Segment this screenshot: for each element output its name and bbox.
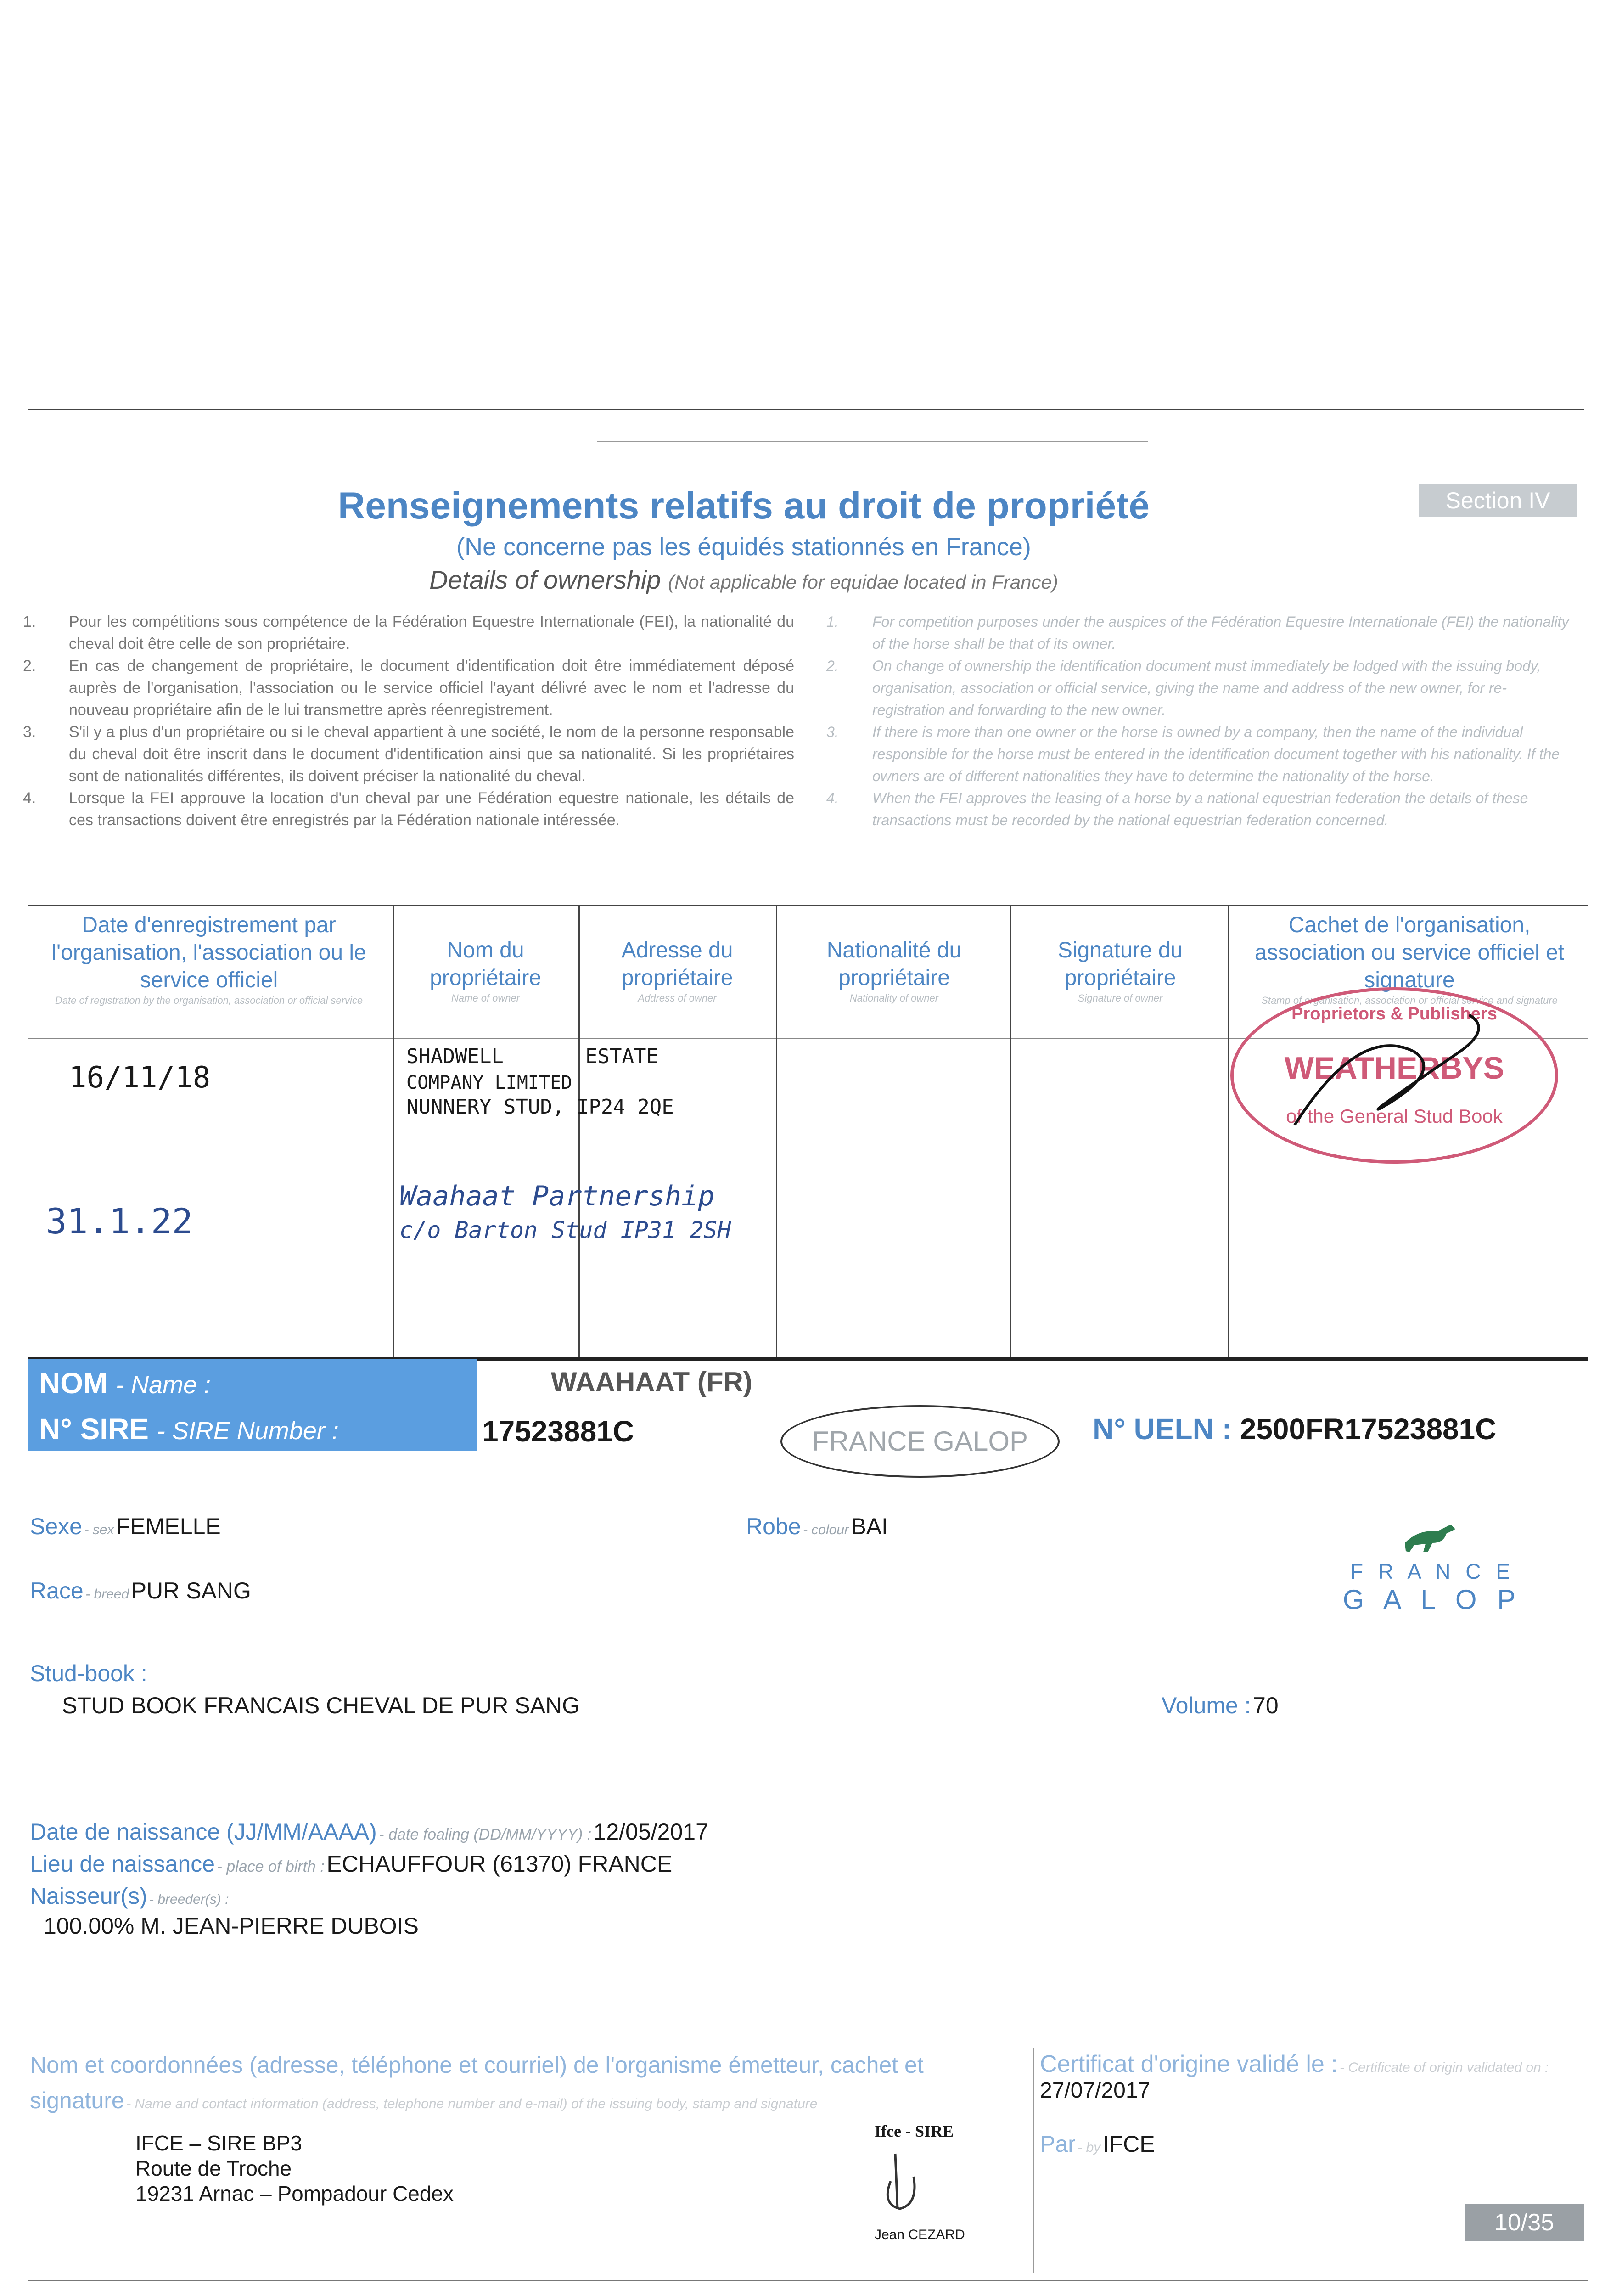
france-galop-stamp: FRANCE GALOP <box>780 1405 1060 1478</box>
row2-address: c/o Barton Stud IP31 2SH <box>399 1217 731 1244</box>
table-col-divider-1 <box>393 905 394 1359</box>
issuer-signature-icon <box>863 2149 946 2223</box>
jockey-horse-icon <box>1400 1515 1465 1557</box>
note-en-2: 2. On change of ownership the identification document must immediately be lodged with the issuing body, organisation, association or official service, giving the name and address of the new owner, for re-registration and forwarding to the new owner. <box>826 658 1541 718</box>
studbook-label: Stud-book : <box>30 1660 147 1686</box>
th-date: Date d'enregistrement par l'organisation, l'association ou le service officiel Date of registration by the organisation, association or official service <box>51 913 366 1006</box>
note-en-3: 3. If there is more than one owner or the horse is owned by a company, then the name of the individual responsible for the horse must be entered in the identification document together with his nationality. If the owners are of different nationalities they have to determine the nationality of the horse. <box>826 724 1560 784</box>
th-stamp: Cachet de l'organisation, association ou service officiel et signature Stamp of organisation, association or official service and signature <box>1254 913 1565 1006</box>
volume-value: 70 <box>1253 1693 1279 1718</box>
nom-value: WAAHAAT (FR) <box>551 1367 752 1397</box>
issuer-signature-name: Jean CEZARD <box>875 2227 965 2242</box>
table-col-divider-5 <box>1228 905 1229 1359</box>
breeder-field: Naisseur(s) - breeder(s) : <box>30 1883 229 1909</box>
subtitle-en-main: Details of ownership <box>429 565 661 594</box>
bottom-rule <box>28 2280 1588 2281</box>
row1-line3: NUNNERY STUD, IP24 2QE <box>406 1095 674 1119</box>
note-en-1: 1. For competition purposes under the auspices of the Fédération Equestre Internationale (FEI) the nationality of the horse shall be that of its owner. <box>826 613 1569 652</box>
notes-fr <box>23 611 794 831</box>
th-signature: Signature du propriétaire Signature of owner <box>1057 938 1183 1004</box>
th-nationality: Nationalité du propriétaire Nationality of owner <box>826 938 962 1004</box>
footer-divider <box>1033 2048 1034 2273</box>
par-field: Par - by IFCE <box>1040 2131 1155 2157</box>
robe-field: Robe - colour BAI <box>746 1514 888 1539</box>
race-value: PUR SANG <box>131 1578 251 1604</box>
issuer-line2: Route de Troche <box>135 2156 292 2180</box>
cert-label: Certificat d'origine validé le : - Certificate of origin validated on : 27/07/2017 <box>1040 2051 1549 2103</box>
par-value: IFCE <box>1102 2131 1155 2157</box>
stamp-signature-icon <box>1276 996 1533 1143</box>
logo-line1: F R A N C E <box>1350 1559 1515 1583</box>
subtitle-en-note: (Not applicable for equidae located in France) <box>668 571 1058 593</box>
sexe-value: FEMELLE <box>116 1514 221 1539</box>
stamp-bottom-text: of the General Stud Book <box>1286 1105 1503 1127</box>
pob-value: ECHAUFFOUR (61370) FRANCE <box>326 1851 673 1877</box>
th-name: Nom du propriétaire Name of owner <box>430 938 541 1004</box>
dob-field: Date de naissance (JJ/MM/AAAA) - date foaling (DD/MM/YYYY) : 12/05/2017 <box>30 1819 708 1845</box>
cert-value: 27/07/2017 <box>1040 2078 1151 2103</box>
logo-line2: G A L O P <box>1342 1584 1522 1615</box>
issuer-line3: 19231 Arnac – Pompadour Cedex <box>135 2182 454 2206</box>
row1-owner: SHADWELL <box>406 1045 504 1068</box>
page-subtitle-fr: (Ne concerne pas les équidés stationnés en France) <box>456 533 1031 561</box>
note-fr-2: 2. En cas de changement de propriétaire, le document d'identification doit être immédiatement déposé auprès de l'organisation, l'association ou le service officiel l'ayant délivré avec le nom et l'adresse du nouveau propriétaire afin de le lui transmettre après réenregistrement. <box>23 657 794 719</box>
table-col-divider-2 <box>578 905 580 1359</box>
stamp-top-text: Proprietors & Publishers <box>1291 1004 1497 1024</box>
table-col-divider-3 <box>776 905 777 1359</box>
table-top-line <box>28 905 1588 906</box>
page-title: Renseignements relatifs au droit de propriété <box>338 485 1150 527</box>
nom-label: NOM - Name : <box>39 1367 211 1400</box>
row2-date: 31.1.22 <box>46 1201 193 1242</box>
note-en-4: 4. When the FEI approves the leasing of a horse by a national equestrian federation the details of these transactions must be recorded by the national equestrian federation concerned. <box>826 790 1528 828</box>
row1-address: ESTATE <box>585 1045 658 1068</box>
row1-date: 16/11/18 <box>69 1061 211 1095</box>
page-subtitle-en <box>0 565 1487 595</box>
note-fr-4: 4. Lorsque la FEI approuve la location d'un cheval par une Fédération equestre nationale, les détails de ces transactions doivent être enregistrés par la Fédération nationale intéressée. <box>23 789 794 829</box>
note-fr-3: 3. S'il y a plus d'un propriétaire ou si le cheval appartient à une société, le nom de la personne responsable du cheval doit être inscrit dans le document d'identification ainsi que sa nationalité. Si les propriétaires sont de nationalités différentes, ils doivent préciser la nationalité du cheval. <box>23 723 794 785</box>
top-rule-faint <box>597 441 1148 442</box>
sexe-field: Sexe - sex FEMELLE <box>30 1514 221 1539</box>
issuer-label: Nom et coordonnées (adresse, téléphone et courriel) de l'organisme émetteur, cachet et signature - Name and contact information (address, telephone number and e-mail) of the issuing body, stamp and signature <box>30 2052 924 2113</box>
row1-line2: COMPANY LIMITED <box>406 1072 572 1093</box>
th-address: Adresse du propriétaire Address of owner <box>621 938 733 1004</box>
table-col-divider-4 <box>1010 905 1011 1359</box>
france-galop-logo <box>1322 1515 1543 1615</box>
sire-value: 17523881C <box>482 1415 634 1448</box>
sire-label: N° SIRE - SIRE Number : <box>39 1412 339 1446</box>
breeder-value: 100.00% M. JEAN-PIERRE DUBOIS <box>44 1913 419 1939</box>
page-number-badge: 10/35 <box>1465 2204 1584 2241</box>
dob-value: 12/05/2017 <box>593 1819 708 1845</box>
issuer-line1: IFCE – SIRE BP3 <box>135 2131 303 2155</box>
top-rule <box>28 409 1584 410</box>
volume-field: Volume : 70 <box>1162 1693 1279 1718</box>
note-fr-1: 1. Pour les compétitions sous compétence de la Fédération Equestre Internationale (FEI), la nationalité du cheval doit être celle de son propriétaire. <box>23 613 794 653</box>
studbook-value: STUD BOOK FRANCAIS CHEVAL DE PUR SANG <box>62 1693 580 1718</box>
stamp-center-text: WEATHERBYS <box>1284 1051 1504 1086</box>
ueln: N° UELN : 2500FR17523881C <box>1093 1412 1497 1446</box>
issuer-signature-org: Ifce - SIRE <box>875 2122 954 2140</box>
pob-field: Lieu de naissance - place of birth : ECHAUFFOUR (61370) FRANCE <box>30 1851 673 1877</box>
robe-value: BAI <box>851 1514 888 1539</box>
section-badge: Section IV <box>1419 484 1577 517</box>
notes-en <box>826 611 1579 831</box>
race-field: Race - breed PUR SANG <box>30 1578 251 1604</box>
row2-owner: Waahaat Partnership <box>399 1180 715 1212</box>
